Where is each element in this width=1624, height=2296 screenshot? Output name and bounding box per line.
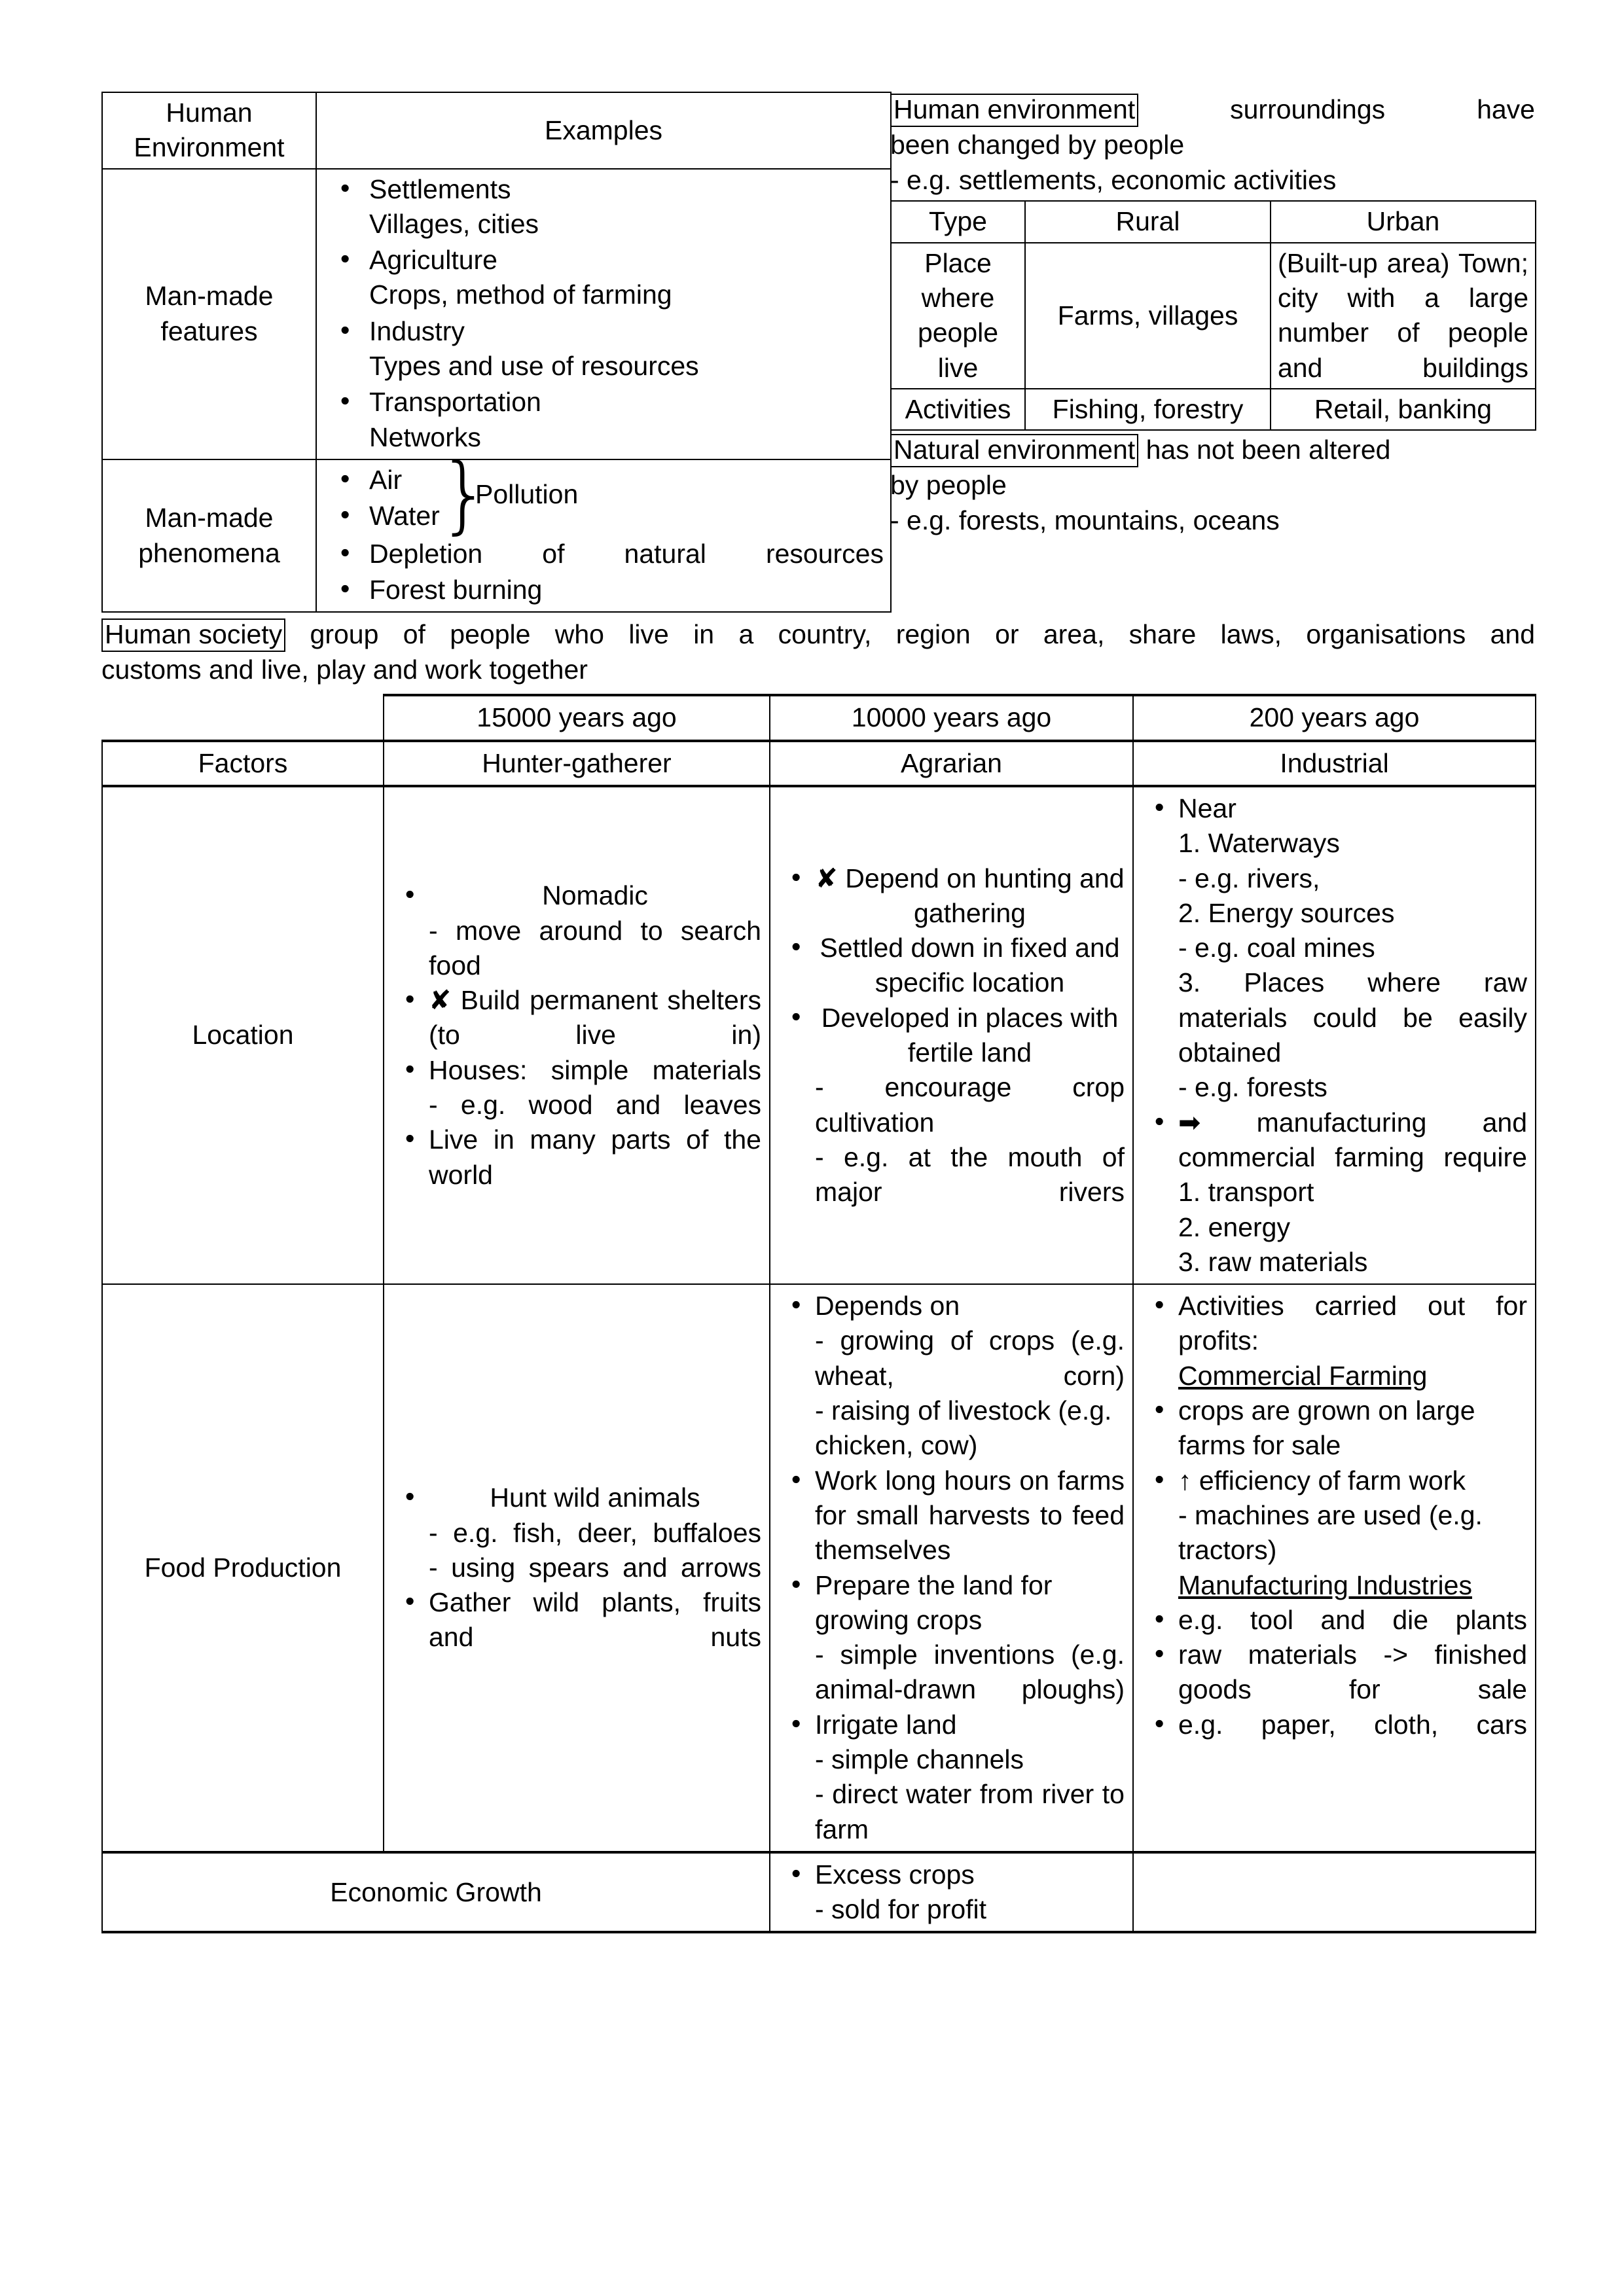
list-item-main: Nomadic (542, 880, 648, 911)
cell-rural-place: Farms, villages (1025, 243, 1271, 389)
factor-label-location: Location (102, 786, 384, 1284)
document-sheet (101, 92, 1535, 1933)
cell-type-place: Place where people live (891, 243, 1025, 389)
list-item-main: Near (1178, 793, 1236, 823)
bullet-list (392, 1480, 761, 1655)
list-item-sub: 2. Energy sources (1178, 897, 1395, 928)
empty-corner-cell (102, 695, 384, 740)
table-row (102, 459, 891, 612)
list-item-sub: - e.g. fish, deer, buffaloes (429, 1517, 761, 1548)
list-item-main: Prepare the land for growing crops (815, 1570, 1053, 1635)
table-row (891, 201, 1536, 242)
phenomena-list-2 (323, 537, 884, 608)
list-item (1178, 1463, 1527, 1603)
rural-urban-table (890, 200, 1536, 431)
list-item (815, 1708, 1125, 1847)
list-item-sub: - e.g. coal mines (1178, 933, 1375, 963)
list-item-sub: 1. Waterways (1178, 828, 1340, 859)
boxed-term-human-environment: Human environment (890, 94, 1138, 127)
list-item-sub-underlined: Commercial Farming (1178, 1360, 1428, 1391)
list-item-main: Gather wild plants, fruits and nuts (429, 1587, 761, 1653)
era-header-15000: 15000 years ago (384, 695, 770, 740)
environment-notes-block (890, 92, 1535, 538)
list-item-main: Irrigate land (815, 1709, 957, 1740)
list-item (815, 1001, 1125, 1210)
row-label-man-made-phenomena: Man-made phenomena (102, 459, 316, 612)
food-industrial-cell (1133, 1284, 1536, 1852)
list-item (369, 243, 884, 313)
list-item-main: Hunt wild animals (490, 1482, 700, 1513)
list-item-sub: - raising of livestock (e.g. chicken, cow) (815, 1395, 1112, 1461)
list-item-main: Excess crops (815, 1859, 975, 1890)
list-item (1178, 1393, 1527, 1463)
table-row-era-headers (102, 695, 1536, 740)
list-item-sub: - direct water from river to farm (815, 1779, 1125, 1844)
list-item-main: ✘ Depend on hunting and gathering (815, 863, 1125, 928)
list-item-main: ↑ efficiency of farm work (1178, 1465, 1466, 1496)
list-item (815, 1857, 1125, 1928)
table-row (891, 243, 1536, 389)
factor-label-economic-growth: Economic Growth (102, 1852, 770, 1933)
list-item-sub: 3. raw materials (1178, 1246, 1368, 1277)
note-line-1-rest: surroundings have (1230, 94, 1535, 124)
list-item-sub: - e.g. wood and leaves (429, 1089, 761, 1120)
list-item-main: Live in many parts of the world (429, 1124, 761, 1190)
cell-urban-place: (Built-up area) Town; city with a large number of people and buildings (1271, 243, 1536, 389)
list-item-sub: - encourage crop cultivation (815, 1072, 1125, 1138)
curly-brace-icon: } (438, 445, 492, 543)
table-row (102, 92, 891, 169)
note-line-1 (890, 432, 1535, 467)
list-item (429, 1053, 761, 1123)
list-item-main: Settlements (369, 173, 511, 204)
list-item (369, 463, 884, 497)
list-item-sub: Networks (369, 422, 481, 452)
list-item-main: crops are grown on large farms for sale (1178, 1395, 1475, 1461)
economic-growth-agrarian-cell (770, 1852, 1133, 1933)
note-line-2: by people (890, 470, 1007, 501)
list-item-main: Transportation (369, 387, 541, 418)
list-item-sub: Crops, method of farming (369, 279, 672, 310)
human-environment-block (101, 92, 890, 613)
list-item-main: Settled down in fixed and specific location (820, 933, 1120, 998)
era-header-10000: 10000 years ago (770, 695, 1133, 740)
list-item-sub: - machines are used (e.g. tractors) (1178, 1499, 1483, 1566)
human-society-paragraph (101, 617, 1535, 687)
list-item-sub: - simple channels (815, 1744, 1024, 1774)
list-item-main: Work long hours on farms for small harvests to feed themselves (815, 1465, 1125, 1566)
list-item-sub: - e.g. forests (1178, 1072, 1327, 1103)
list-item-main: • ➡ manufacturing and commercial farming require (1178, 1107, 1527, 1172)
list-item (369, 573, 884, 607)
note-line-2: been changed by people (890, 130, 1185, 160)
header-rural: Rural (1025, 201, 1271, 242)
row-label-man-made-features: Man-made features (102, 169, 316, 459)
list-item (369, 537, 884, 571)
header-examples: Examples (316, 92, 891, 169)
list-item-main: Industry (369, 315, 465, 346)
note-line-1 (890, 92, 1535, 127)
list-item (429, 1480, 761, 1585)
bullet-list (1142, 1289, 1527, 1742)
table-row-column-headers (102, 741, 1536, 786)
table-row (102, 169, 891, 459)
list-item (815, 1289, 1125, 1463)
man-made-phenomena-examples (316, 445, 891, 612)
list-item (815, 861, 1125, 931)
location-hunter-gatherer-cell (384, 786, 770, 1284)
list-item-main: Water (369, 501, 440, 531)
location-industrial-cell (1133, 786, 1536, 1284)
factor-label-food-production: Food Production (102, 1284, 384, 1852)
list-item-sub: - e.g. rivers, (1178, 863, 1320, 893)
list-item (369, 172, 884, 242)
food-hunter-gatherer-cell (384, 1284, 770, 1852)
list-item-sub: 3. Places where raw materials could be easily obtained (1178, 967, 1527, 1068)
column-header-factors: Factors (102, 741, 384, 786)
list-item (1178, 1708, 1527, 1742)
list-item (1178, 1603, 1527, 1638)
list-item-main: Developed in places with fertile land (821, 1002, 1119, 1068)
phenomena-list (323, 463, 884, 534)
society-line-1 (101, 617, 1535, 652)
list-item-main: Air (369, 464, 403, 495)
list-item-sub: - move around to search food (429, 915, 761, 980)
list-item (429, 878, 761, 983)
list-item-sub: - growing of crops (e.g. wheat, corn) (815, 1325, 1125, 1391)
table-row (891, 389, 1536, 430)
list-item-main: Agriculture (369, 245, 497, 276)
list-item-sub: - simple inventions (e.g. animal-drawn ploughs) (815, 1640, 1125, 1705)
list-item-sub: - using spears and arrows (429, 1552, 761, 1583)
bullet-list (1142, 791, 1527, 1280)
pollution-brace-group (323, 445, 884, 543)
list-item-sub: 1. transport (1178, 1177, 1314, 1208)
list-item-sub: 2. energy (1178, 1211, 1290, 1242)
boxed-term-human-society: Human society (101, 619, 285, 652)
human-environment-note (890, 92, 1535, 198)
column-header-industrial: Industrial (1133, 741, 1536, 786)
society-eras-table (101, 694, 1536, 1933)
table-row-location (102, 786, 1536, 1284)
top-band (101, 92, 1535, 613)
column-header-agrarian: Agrarian (770, 741, 1133, 786)
cell-rural-activities: Fishing, forestry (1025, 389, 1271, 430)
table-row-food-production (102, 1284, 1536, 1852)
list-item (369, 499, 884, 533)
header-type: Type (891, 201, 1025, 242)
list-item (1178, 1105, 1527, 1280)
list-item-main: Depends on (815, 1291, 960, 1321)
list-item-main: Forest burning (369, 574, 543, 605)
table-row-economic-growth (102, 1852, 1536, 1933)
list-item-main: Depletion of natural resources (369, 538, 884, 569)
society-line-1-rest: group of people who live in a country, region or area, share laws, organisations and (310, 619, 1535, 650)
note-line-3: - e.g. forests, mountains, oceans (890, 505, 1280, 536)
era-header-200: 200 years ago (1133, 695, 1536, 740)
economic-growth-industrial-cell (1133, 1852, 1536, 1933)
list-item (369, 314, 884, 384)
list-item-main: e.g. paper, cloth, cars (1178, 1709, 1527, 1740)
list-item-main: e.g. tool and die plants (1178, 1604, 1527, 1635)
food-agrarian-cell (770, 1284, 1133, 1852)
note-line-3: - e.g. settlements, economic activities (890, 165, 1337, 196)
list-item (1178, 1289, 1527, 1393)
list-item (1178, 1638, 1527, 1708)
cell-urban-activities: Retail, banking (1271, 389, 1536, 430)
list-item (429, 1585, 761, 1655)
note-line-1-rest: has not been altered (1146, 435, 1391, 465)
list-item-main: • Activities carried out for profits: (1178, 1291, 1527, 1356)
list-item-main: • Houses: simple materials (429, 1054, 761, 1085)
column-header-hunter-gatherer: Hunter-gatherer (384, 741, 770, 786)
bullet-list (778, 1289, 1125, 1847)
header-human-environment: Human Environment (102, 92, 316, 169)
list-item (429, 1122, 761, 1193)
bullet-list (392, 878, 761, 1193)
natural-environment-note (890, 432, 1535, 538)
header-urban: Urban (1271, 201, 1536, 242)
pollution-label: Pollution (475, 478, 579, 509)
list-item (369, 385, 884, 455)
bullet-list (778, 1857, 1125, 1928)
location-agrarian-cell (770, 786, 1133, 1284)
list-item-sub: - e.g. at the mouth of major rivers (815, 1141, 1125, 1208)
examples-list (323, 172, 884, 455)
list-item (815, 1568, 1125, 1708)
human-environment-table (101, 92, 892, 613)
list-item (815, 931, 1125, 1001)
society-line-2: customs and live, play and work together (101, 655, 588, 685)
cell-type-activities: Activities (891, 389, 1025, 430)
man-made-features-examples (316, 169, 891, 459)
list-item-main: raw materials -> finished goods for sale (1178, 1640, 1527, 1705)
boxed-term-natural-environment: Natural environment (890, 434, 1138, 467)
bullet-list (778, 861, 1125, 1210)
list-item (815, 1463, 1125, 1568)
list-item-main: ✘ Build permanent shelters (to live in) (429, 985, 761, 1050)
list-item-sub: Types and use of resources (369, 351, 699, 382)
list-item (1178, 791, 1527, 1105)
list-item (429, 983, 761, 1053)
list-item-sub: Villages, cities (369, 208, 539, 239)
list-item-sub-underlined: Manufacturing Industries (1178, 1570, 1472, 1600)
list-item-sub: - sold for profit (815, 1894, 987, 1925)
